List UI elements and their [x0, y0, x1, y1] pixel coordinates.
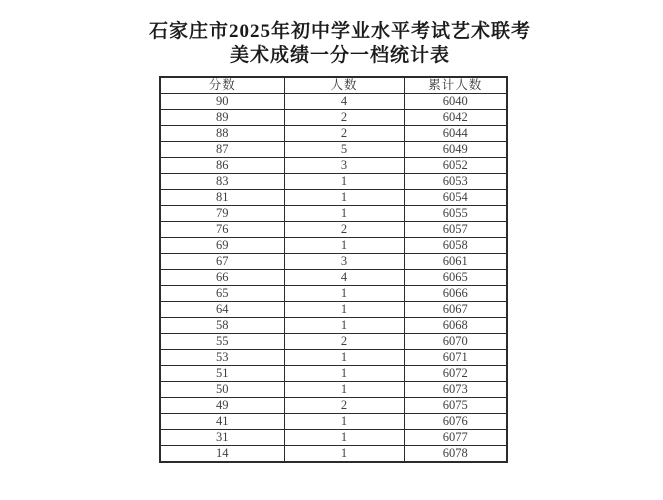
cumulative-cell: 6076	[404, 414, 507, 430]
cumulative-cell: 6053	[404, 174, 507, 190]
cumulative-cell: 6073	[404, 382, 507, 398]
count-cell: 1	[284, 206, 404, 222]
table-row	[160, 350, 507, 366]
table-row	[160, 206, 507, 222]
cumulative-cell: 6044	[404, 126, 507, 142]
score-cell: 50	[160, 382, 284, 398]
count-cell: 2	[284, 110, 404, 126]
count-cell: 2	[284, 222, 404, 238]
count-cell: 2	[284, 398, 404, 414]
cumulative-cell: 6075	[404, 398, 507, 414]
count-cell: 1	[284, 302, 404, 318]
cumulative-cell: 6040	[404, 94, 507, 110]
table-row	[160, 174, 507, 190]
score-cell: 51	[160, 366, 284, 382]
score-cell: 76	[160, 222, 284, 238]
column-header-score: 分数	[160, 77, 284, 94]
table-row	[160, 190, 507, 206]
score-table-body	[160, 94, 507, 463]
column-header-count: 人数	[284, 77, 404, 94]
cumulative-cell: 6067	[404, 302, 507, 318]
count-cell: 1	[284, 446, 404, 463]
score-cell: 88	[160, 126, 284, 142]
cumulative-cell: 6057	[404, 222, 507, 238]
cumulative-cell: 6065	[404, 270, 507, 286]
table-header-row	[160, 77, 507, 94]
score-cell: 64	[160, 302, 284, 318]
count-cell: 3	[284, 158, 404, 174]
score-cell: 58	[160, 318, 284, 334]
cumulative-cell: 6072	[404, 366, 507, 382]
table-row	[160, 238, 507, 254]
cumulative-cell: 6055	[404, 206, 507, 222]
cumulative-cell: 6077	[404, 430, 507, 446]
score-cell: 31	[160, 430, 284, 446]
score-cell: 53	[160, 350, 284, 366]
count-cell: 1	[284, 414, 404, 430]
count-cell: 1	[284, 174, 404, 190]
table-row	[160, 94, 507, 110]
score-cell: 14	[160, 446, 284, 463]
score-cell: 69	[160, 238, 284, 254]
score-cell: 55	[160, 334, 284, 350]
table-row	[160, 446, 507, 463]
score-cell: 67	[160, 254, 284, 270]
count-cell: 1	[284, 430, 404, 446]
table-row	[160, 142, 507, 158]
table-row	[160, 414, 507, 430]
cumulative-cell: 6058	[404, 238, 507, 254]
score-cell: 86	[160, 158, 284, 174]
count-cell: 1	[284, 286, 404, 302]
score-cell: 66	[160, 270, 284, 286]
table-row	[160, 110, 507, 126]
cumulative-cell: 6078	[404, 446, 507, 463]
count-cell: 4	[284, 94, 404, 110]
table-row	[160, 318, 507, 334]
cumulative-cell: 6052	[404, 158, 507, 174]
cumulative-cell: 6066	[404, 286, 507, 302]
table-row	[160, 270, 507, 286]
table-row	[160, 254, 507, 270]
score-cell: 41	[160, 414, 284, 430]
cumulative-cell: 6071	[404, 350, 507, 366]
count-cell: 1	[284, 366, 404, 382]
count-cell: 1	[284, 190, 404, 206]
count-cell: 1	[284, 318, 404, 334]
count-cell: 2	[284, 126, 404, 142]
table-row	[160, 158, 507, 174]
page-title	[10, 20, 663, 68]
score-cell: 49	[160, 398, 284, 414]
table-row	[160, 222, 507, 238]
score-table	[159, 76, 508, 463]
count-cell: 3	[284, 254, 404, 270]
table-row	[160, 334, 507, 350]
score-cell: 90	[160, 94, 284, 110]
score-cell: 83	[160, 174, 284, 190]
cumulative-cell: 6061	[404, 254, 507, 270]
table-row	[160, 366, 507, 382]
table-row	[160, 382, 507, 398]
count-cell: 4	[284, 270, 404, 286]
cumulative-cell: 6042	[404, 110, 507, 126]
count-cell: 2	[284, 334, 404, 350]
cumulative-cell: 6070	[404, 334, 507, 350]
score-cell: 81	[160, 190, 284, 206]
table-row	[160, 302, 507, 318]
column-header-cumulative: 累计人数	[404, 77, 507, 94]
score-cell: 89	[160, 110, 284, 126]
count-cell: 1	[284, 382, 404, 398]
cumulative-cell: 6068	[404, 318, 507, 334]
count-cell: 1	[284, 350, 404, 366]
count-cell: 5	[284, 142, 404, 158]
table-row	[160, 286, 507, 302]
cumulative-cell: 6049	[404, 142, 507, 158]
table-row	[160, 398, 507, 414]
title-line-1: 石家庄市2025年初中学业水平考试艺术联考	[148, 21, 531, 42]
table-row	[160, 126, 507, 142]
score-cell: 65	[160, 286, 284, 302]
table-row	[160, 430, 507, 446]
score-cell: 79	[160, 206, 284, 222]
count-cell: 1	[284, 238, 404, 254]
cumulative-cell: 6054	[404, 190, 507, 206]
title-line-2: 美术成绩一分一档统计表	[229, 45, 450, 66]
score-cell: 87	[160, 142, 284, 158]
